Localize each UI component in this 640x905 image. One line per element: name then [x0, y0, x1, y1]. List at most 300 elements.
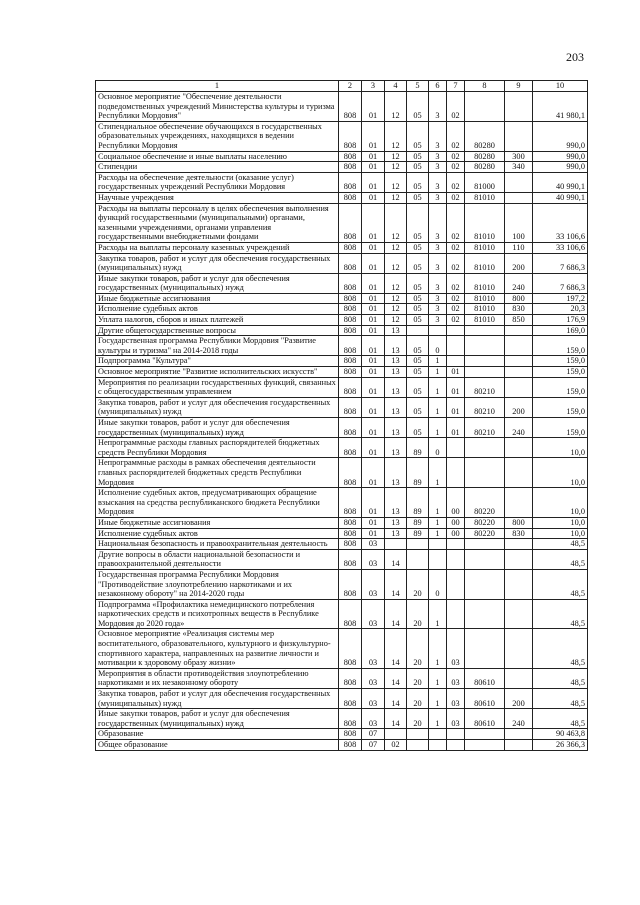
amount: 48,5 [533, 599, 588, 629]
expense-type-code: 850 [505, 315, 533, 326]
subprogram-code: 1 [429, 689, 447, 709]
row-name: Расходы на выплаты персоналу казенных учреждений [96, 242, 339, 253]
direction-code [465, 336, 505, 356]
grbs-code: 808 [339, 253, 362, 273]
subprogram-code: 1 [429, 367, 447, 378]
table-row [96, 740, 588, 751]
program-code: 05 [407, 151, 429, 162]
expense-type-code: 240 [505, 273, 533, 293]
row-name: Подпрограмма «Профилактика немедицинского потребления наркотических средств и психотропных веществ в Республике Мордовия до 2020 года» [96, 599, 339, 629]
grbs-code: 808 [339, 304, 362, 315]
activity-code: 01 [447, 397, 465, 417]
direction-code: 81010 [465, 203, 505, 242]
direction-code: 81010 [465, 253, 505, 273]
header-row [96, 81, 588, 92]
subprogram-code: 1 [429, 356, 447, 367]
grbs-code: 808 [339, 729, 362, 740]
subprogram-code: 3 [429, 151, 447, 162]
direction-code [465, 569, 505, 599]
column-header: 2 [339, 81, 362, 92]
amount: 159,0 [533, 418, 588, 438]
section-code: 01 [362, 293, 385, 304]
row-name: Непрограммные расходы главных распорядителей бюджетных средств Республики Мордовия [96, 438, 339, 458]
expense-type-code: 100 [505, 203, 533, 242]
expense-type-code [505, 668, 533, 688]
amount: 48,5 [533, 549, 588, 569]
grbs-code: 808 [339, 438, 362, 458]
expense-type-code [505, 192, 533, 203]
subsection-code: 13 [385, 458, 407, 488]
direction-code: 80610 [465, 709, 505, 729]
table-row [96, 668, 588, 688]
amount: 48,5 [533, 709, 588, 729]
activity-code: 03 [447, 629, 465, 668]
table-row [96, 172, 588, 192]
expense-type-code [505, 629, 533, 668]
expense-type-code [505, 336, 533, 356]
expense-type-code [505, 92, 533, 122]
table-row [96, 689, 588, 709]
column-header: 3 [362, 81, 385, 92]
section-code: 01 [362, 315, 385, 326]
section-code: 01 [362, 528, 385, 539]
row-name: Общее образование [96, 740, 339, 751]
subsection-code: 12 [385, 162, 407, 173]
grbs-code: 808 [339, 242, 362, 253]
amount: 48,5 [533, 569, 588, 599]
expense-type-code [505, 458, 533, 488]
amount: 990,0 [533, 121, 588, 151]
amount: 10,0 [533, 458, 588, 488]
subsection-code: 12 [385, 203, 407, 242]
amount: 26 366,3 [533, 740, 588, 751]
section-code: 07 [362, 740, 385, 751]
expense-type-code [505, 740, 533, 751]
subprogram-code [429, 740, 447, 751]
activity-code: 02 [447, 151, 465, 162]
row-name: Закупка товаров, работ и услуг для обеспечения государственных (муниципальных) нужд [96, 689, 339, 709]
amount: 159,0 [533, 336, 588, 356]
amount: 990,0 [533, 151, 588, 162]
column-header: 10 [533, 81, 588, 92]
grbs-code: 808 [339, 273, 362, 293]
grbs-code: 808 [339, 740, 362, 751]
subsection-code: 13 [385, 438, 407, 458]
grbs-code: 808 [339, 192, 362, 203]
grbs-code: 808 [339, 151, 362, 162]
amount: 40 990,1 [533, 192, 588, 203]
activity-code: 01 [447, 418, 465, 438]
row-name: Мероприятия по реализации государственных функций, связанных с общегосударственным управлением [96, 377, 339, 397]
activity-code: 01 [447, 367, 465, 378]
subsection-code: 14 [385, 668, 407, 688]
amount: 10,0 [533, 528, 588, 539]
table-row [96, 397, 588, 417]
grbs-code: 808 [339, 488, 362, 518]
row-name: Закупка товаров, работ и услуг для обеспечения государственных (муниципальных) нужд [96, 397, 339, 417]
section-code: 03 [362, 539, 385, 550]
grbs-code: 808 [339, 397, 362, 417]
column-header: 8 [465, 81, 505, 92]
activity-code [447, 569, 465, 599]
row-name: Иные бюджетные ассигнования [96, 517, 339, 528]
program-code [407, 325, 429, 336]
subsection-code: 14 [385, 599, 407, 629]
row-name: Иные закупки товаров, работ и услуг для обеспечения государственных (муниципальных) нужд [96, 418, 339, 438]
direction-code: 80280 [465, 162, 505, 173]
subprogram-code: 3 [429, 203, 447, 242]
program-code: 89 [407, 517, 429, 528]
row-name: Закупка товаров, работ и услуг для обеспечения государственных (муниципальных) нужд [96, 253, 339, 273]
program-code: 05 [407, 315, 429, 326]
subprogram-code: 3 [429, 92, 447, 122]
direction-code: 80610 [465, 689, 505, 709]
row-name: Образование [96, 729, 339, 740]
subsection-code: 12 [385, 293, 407, 304]
program-code: 05 [407, 304, 429, 315]
program-code: 20 [407, 599, 429, 629]
section-code: 01 [362, 367, 385, 378]
program-code: 05 [407, 253, 429, 273]
row-name: Научные учреждения [96, 192, 339, 203]
row-name: Основное мероприятие "Развитие исполнительских искусств" [96, 367, 339, 378]
subprogram-code: 3 [429, 293, 447, 304]
program-code: 05 [407, 92, 429, 122]
direction-code: 80280 [465, 151, 505, 162]
subprogram-code: 3 [429, 304, 447, 315]
activity-code: 02 [447, 192, 465, 203]
expense-type-code [505, 599, 533, 629]
subprogram-code: 3 [429, 162, 447, 173]
program-code [407, 549, 429, 569]
program-code: 05 [407, 172, 429, 192]
section-code: 01 [362, 336, 385, 356]
subprogram-code: 3 [429, 192, 447, 203]
table-row [96, 539, 588, 550]
amount: 48,5 [533, 689, 588, 709]
grbs-code: 808 [339, 569, 362, 599]
table-row [96, 517, 588, 528]
section-code: 01 [362, 92, 385, 122]
amount: 159,0 [533, 367, 588, 378]
row-name: Иные закупки товаров, работ и услуг для обеспечения государственных (муниципальных) нужд [96, 709, 339, 729]
program-code: 05 [407, 121, 429, 151]
amount: 48,5 [533, 539, 588, 550]
row-name: Государственная программа Республики Мордовия "Развитие культуры и туризма" на 2014-2018 годы [96, 336, 339, 356]
table-row [96, 315, 588, 326]
subsection-code: 12 [385, 242, 407, 253]
subprogram-code: 3 [429, 242, 447, 253]
section-code: 01 [362, 172, 385, 192]
direction-code: 80220 [465, 528, 505, 539]
amount: 197,2 [533, 293, 588, 304]
activity-code [447, 356, 465, 367]
activity-code: 02 [447, 304, 465, 315]
subsection-code: 13 [385, 397, 407, 417]
row-name: Расходы на обеспечение деятельности (оказание услуг) государственных учреждений Республики Мордовия [96, 172, 339, 192]
table-row [96, 325, 588, 336]
program-code [407, 729, 429, 740]
column-header: 6 [429, 81, 447, 92]
amount: 10,0 [533, 438, 588, 458]
program-code: 05 [407, 203, 429, 242]
activity-code: 02 [447, 121, 465, 151]
table-row [96, 569, 588, 599]
expense-type-code: 200 [505, 689, 533, 709]
section-code: 01 [362, 242, 385, 253]
section-code: 01 [362, 162, 385, 173]
activity-code [447, 740, 465, 751]
grbs-code: 808 [339, 356, 362, 367]
expense-type-code [505, 121, 533, 151]
table-row [96, 599, 588, 629]
table-row [96, 438, 588, 458]
program-code: 05 [407, 377, 429, 397]
subsection-code: 12 [385, 92, 407, 122]
section-code: 01 [362, 356, 385, 367]
amount: 41 980,1 [533, 92, 588, 122]
program-code: 89 [407, 488, 429, 518]
program-code: 05 [407, 273, 429, 293]
program-code: 05 [407, 418, 429, 438]
program-code: 05 [407, 356, 429, 367]
program-code: 05 [407, 192, 429, 203]
program-code: 20 [407, 629, 429, 668]
subsection-code: 13 [385, 325, 407, 336]
section-code: 01 [362, 273, 385, 293]
subprogram-code: 0 [429, 569, 447, 599]
subsection-code: 12 [385, 253, 407, 273]
subsection-code: 13 [385, 528, 407, 539]
row-name: Стипендии [96, 162, 339, 173]
subprogram-code: 3 [429, 273, 447, 293]
activity-code [447, 325, 465, 336]
table-row [96, 273, 588, 293]
expense-type-code: 240 [505, 709, 533, 729]
expense-type-code: 300 [505, 151, 533, 162]
expense-type-code [505, 539, 533, 550]
row-name: Национальная безопасность и правоохранительная деятельность [96, 539, 339, 550]
amount: 159,0 [533, 356, 588, 367]
grbs-code: 808 [339, 315, 362, 326]
subprogram-code: 1 [429, 599, 447, 629]
section-code: 01 [362, 253, 385, 273]
activity-code: 03 [447, 668, 465, 688]
expense-type-code [505, 549, 533, 569]
subsection-code: 13 [385, 517, 407, 528]
subsection-code: 12 [385, 121, 407, 151]
expense-type-code [505, 377, 533, 397]
table-row [96, 377, 588, 397]
table-row [96, 293, 588, 304]
page-number: 203 [566, 50, 584, 64]
subprogram-code: 1 [429, 528, 447, 539]
section-code: 03 [362, 599, 385, 629]
row-name: Другие общегосударственные вопросы [96, 325, 339, 336]
grbs-code: 808 [339, 599, 362, 629]
subsection-code: 13 [385, 488, 407, 518]
section-code: 07 [362, 729, 385, 740]
program-code: 20 [407, 668, 429, 688]
program-code: 05 [407, 242, 429, 253]
subsection-code: 13 [385, 336, 407, 356]
direction-code [465, 549, 505, 569]
activity-code [447, 539, 465, 550]
direction-code [465, 599, 505, 629]
expense-type-code [505, 729, 533, 740]
section-code: 01 [362, 325, 385, 336]
direction-code [465, 539, 505, 550]
activity-code: 02 [447, 242, 465, 253]
grbs-code: 808 [339, 121, 362, 151]
column-header: 1 [96, 81, 339, 92]
amount: 33 106,6 [533, 242, 588, 253]
direction-code [465, 325, 505, 336]
program-code: 05 [407, 293, 429, 304]
row-name: Основное мероприятие «Реализация системы мер воспитательного, образовательного, культурного и физкультурно-спортивного характера, направленных на развитие личности и мотивации к здоровому образу жизни» [96, 629, 339, 668]
program-code [407, 539, 429, 550]
section-code: 01 [362, 377, 385, 397]
activity-code [447, 729, 465, 740]
direction-code [465, 458, 505, 488]
amount: 48,5 [533, 629, 588, 668]
section-code: 01 [362, 458, 385, 488]
grbs-code: 808 [339, 162, 362, 173]
table-row [96, 203, 588, 242]
program-code: 05 [407, 367, 429, 378]
activity-code [447, 599, 465, 629]
subsection-code [385, 729, 407, 740]
activity-code [447, 549, 465, 569]
amount: 159,0 [533, 397, 588, 417]
row-name: Основное мероприятие "Обеспечение деятельности подведомственных учреждений Министерства культуры и туризма Республики Мордовия" [96, 92, 339, 122]
grbs-code: 808 [339, 528, 362, 539]
subprogram-code [429, 729, 447, 740]
direction-code: 81010 [465, 192, 505, 203]
amount: 7 686,3 [533, 273, 588, 293]
expense-type-code [505, 569, 533, 599]
row-name: Стипендиальное обеспечение обучающихся в государственных образовательных учреждениях, находящихся в ведении Республики Мордовия [96, 121, 339, 151]
activity-code: 02 [447, 172, 465, 192]
program-code: 05 [407, 162, 429, 173]
amount: 40 990,1 [533, 172, 588, 192]
grbs-code: 808 [339, 539, 362, 550]
activity-code [447, 458, 465, 488]
program-code: 89 [407, 438, 429, 458]
section-code: 01 [362, 203, 385, 242]
program-code: 20 [407, 689, 429, 709]
subprogram-code: 0 [429, 438, 447, 458]
expense-type-code [505, 367, 533, 378]
subprogram-code: 1 [429, 668, 447, 688]
subprogram-code [429, 325, 447, 336]
subsection-code [385, 539, 407, 550]
activity-code: 00 [447, 528, 465, 539]
direction-code: 80280 [465, 121, 505, 151]
subprogram-code: 1 [429, 418, 447, 438]
direction-code: 80220 [465, 488, 505, 518]
table-row [96, 336, 588, 356]
subprogram-code: 1 [429, 517, 447, 528]
direction-code: 81010 [465, 315, 505, 326]
direction-code: 80210 [465, 377, 505, 397]
activity-code: 02 [447, 273, 465, 293]
amount: 48,5 [533, 668, 588, 688]
expense-type-code [505, 488, 533, 518]
table-row [96, 162, 588, 173]
activity-code: 02 [447, 203, 465, 242]
column-header: 4 [385, 81, 407, 92]
activity-code: 02 [447, 315, 465, 326]
expense-type-code: 830 [505, 304, 533, 315]
direction-code [465, 92, 505, 122]
table-row [96, 367, 588, 378]
subprogram-code: 3 [429, 253, 447, 273]
table-row [96, 151, 588, 162]
direction-code: 80610 [465, 668, 505, 688]
table-row [96, 729, 588, 740]
grbs-code: 808 [339, 458, 362, 488]
table-body [96, 92, 588, 751]
table-row [96, 253, 588, 273]
table-row [96, 121, 588, 151]
section-code: 01 [362, 304, 385, 315]
column-header: 9 [505, 81, 533, 92]
subprogram-code: 1 [429, 397, 447, 417]
table-row [96, 242, 588, 253]
activity-code: 02 [447, 293, 465, 304]
grbs-code: 808 [339, 367, 362, 378]
direction-code: 81010 [465, 242, 505, 253]
subprogram-code: 3 [429, 172, 447, 192]
section-code: 01 [362, 517, 385, 528]
program-code: 20 [407, 709, 429, 729]
section-code: 01 [362, 397, 385, 417]
row-name: Расходы на выплаты персоналу в целях обеспечения выполнения функций государственными (муниципальными) органами, казенными учреждениями, органами управления государственными внебюджетными фондами [96, 203, 339, 242]
subsection-code: 13 [385, 418, 407, 438]
row-name: Иные закупки товаров, работ и услуг для обеспечения государственных (муниципальных) нужд [96, 273, 339, 293]
expense-type-code [505, 438, 533, 458]
direction-code [465, 367, 505, 378]
table-row [96, 458, 588, 488]
row-name: Исполнение судебных актов, предусматривающих обращение взыскания на средства республиканского бюджета Республики Мордовия [96, 488, 339, 518]
program-code: 20 [407, 569, 429, 599]
row-name: Иные бюджетные ассигнования [96, 293, 339, 304]
direction-code [465, 356, 505, 367]
grbs-code: 808 [339, 293, 362, 304]
activity-code: 00 [447, 488, 465, 518]
budget-table [95, 80, 588, 751]
subprogram-code: 1 [429, 488, 447, 518]
section-code: 01 [362, 438, 385, 458]
subprogram-code: 3 [429, 121, 447, 151]
subprogram-code: 1 [429, 377, 447, 397]
amount: 159,0 [533, 377, 588, 397]
direction-code [465, 729, 505, 740]
program-code: 05 [407, 336, 429, 356]
row-name: Исполнение судебных актов [96, 528, 339, 539]
grbs-code: 808 [339, 92, 362, 122]
subsection-code: 14 [385, 689, 407, 709]
row-name: Другие вопросы в области национальной безопасности и правоохранительной деятельности [96, 549, 339, 569]
activity-code: 02 [447, 253, 465, 273]
subsection-code: 14 [385, 629, 407, 668]
grbs-code: 808 [339, 325, 362, 336]
subsection-code: 12 [385, 172, 407, 192]
activity-code: 00 [447, 517, 465, 528]
expense-type-code [505, 325, 533, 336]
subprogram-code: 1 [429, 629, 447, 668]
